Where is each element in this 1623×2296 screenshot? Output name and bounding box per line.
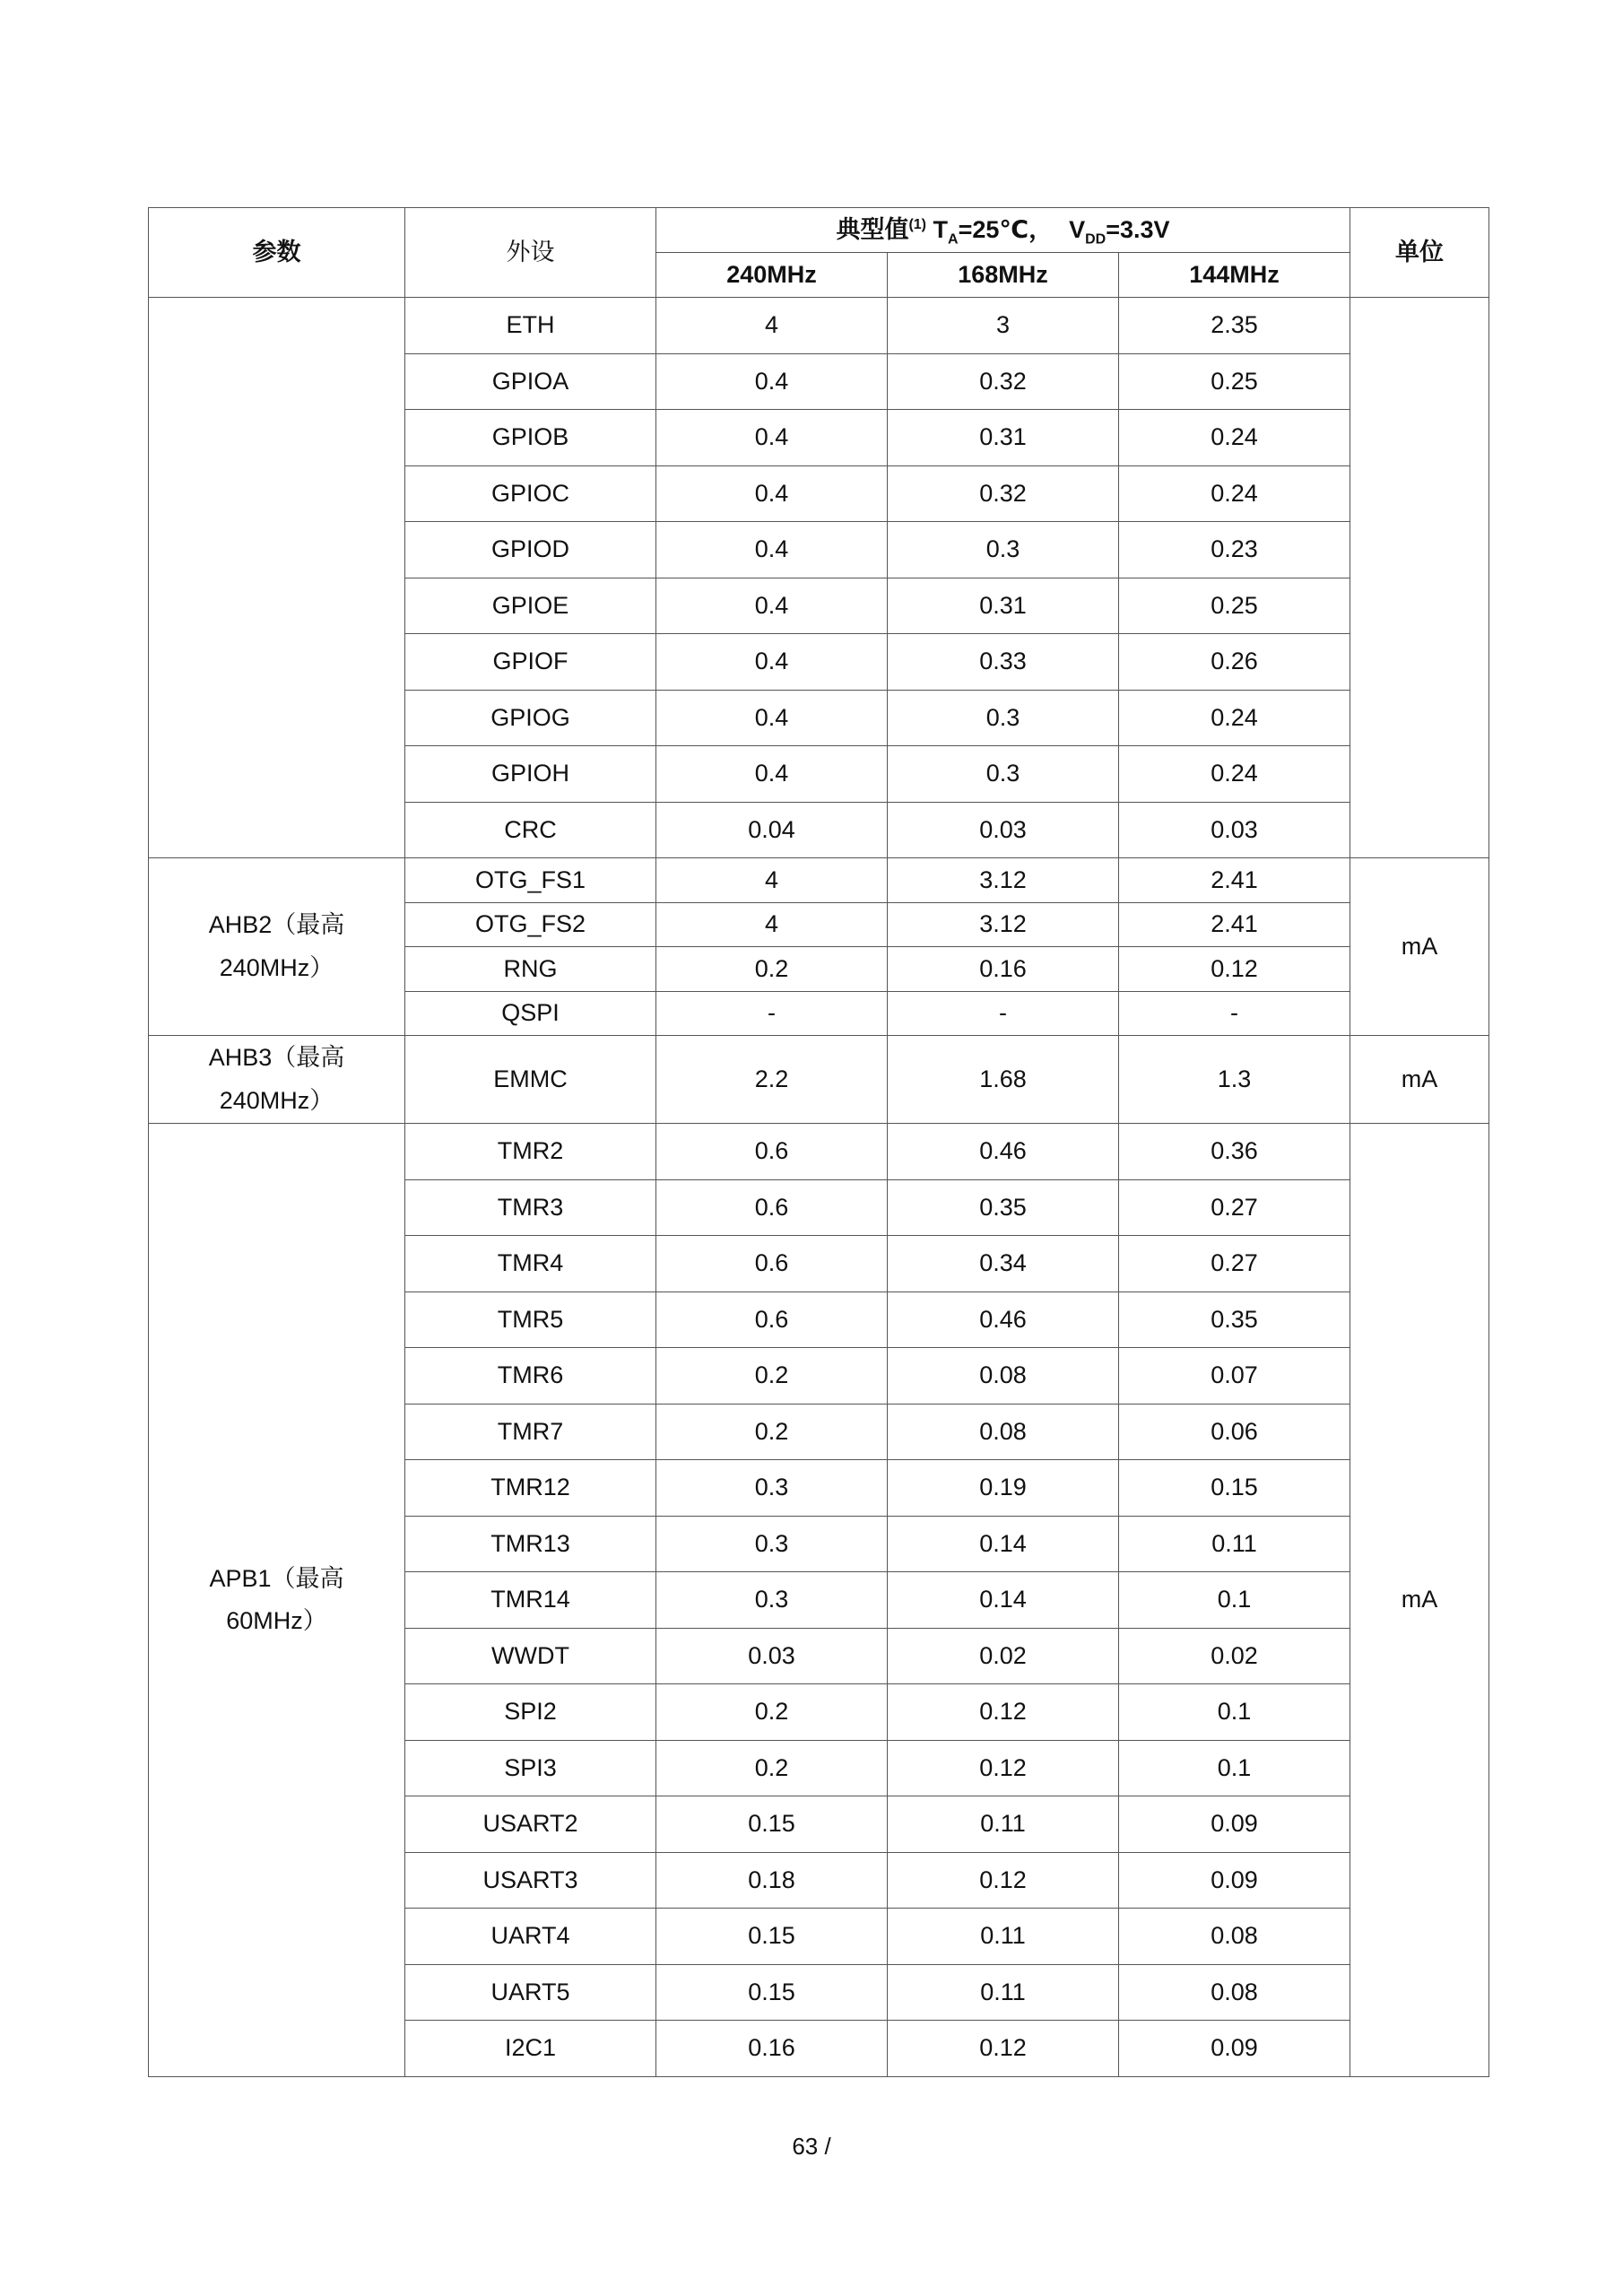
value-cell: 0.6 [656,1236,888,1292]
value-cell: 0.08 [888,1348,1119,1405]
value-cell: 0.4 [656,465,888,522]
table-row [149,1124,1489,1180]
value-cell: 2.41 [1119,858,1350,903]
header-peripheral: 外设 [405,208,656,298]
value-cell: 0.19 [888,1460,1119,1517]
value-cell: 0.18 [656,1852,888,1909]
peripheral-name: TMR4 [405,1236,656,1292]
value-cell: 0.1 [1119,1740,1350,1796]
value-cell: 0.06 [1119,1404,1350,1460]
value-cell: 0.11 [888,1909,1119,1965]
group-param-cell [149,298,405,858]
peripheral-name: GPIOH [405,746,656,803]
value-cell: 0.3 [888,522,1119,578]
value-cell: 0.35 [888,1179,1119,1236]
value-cell: 0.36 [1119,1124,1350,1180]
value-cell: 0.27 [1119,1236,1350,1292]
value-cell: 0.31 [888,578,1119,634]
value-cell: 0.25 [1119,578,1350,634]
value-cell: 0.35 [1119,1292,1350,1348]
value-cell: 4 [656,298,888,354]
group-unit-cell: mA [1350,858,1489,1036]
group-unit-cell: mA [1350,1036,1489,1124]
peripheral-name: GPIOB [405,410,656,466]
peripheral-name: GPIOG [405,690,656,746]
value-cell: 0.4 [656,746,888,803]
peripheral-name: GPIOE [405,578,656,634]
table-row [149,858,1489,903]
value-cell: 0.4 [656,353,888,410]
value-cell: 0.09 [1119,2021,1350,2077]
value-cell: 0.12 [888,1740,1119,1796]
group-param-cell [149,858,405,1036]
value-cell: 0.4 [656,634,888,691]
group-param-line2: 240MHz） [219,1086,334,1114]
group-param-line2: 240MHz） [219,953,334,981]
value-cell: 0.08 [1119,1964,1350,2021]
peripheral-name: RNG [405,947,656,992]
value-cell: 0.15 [656,1909,888,1965]
value-cell: 0.07 [1119,1348,1350,1405]
value-cell: 0.24 [1119,746,1350,803]
value-cell: 0.14 [888,1516,1119,1572]
header-unit: 单位 [1350,208,1489,298]
peripheral-name: UART5 [405,1964,656,2021]
table-row [149,298,1489,354]
value-cell: - [656,991,888,1036]
peripheral-name: WWDT [405,1628,656,1684]
value-cell: 0.2 [656,947,888,992]
value-cell: 0.23 [1119,522,1350,578]
header-freq-168: 168MHz [888,253,1119,298]
value-cell: 3.12 [888,902,1119,947]
value-cell: 0.3 [888,690,1119,746]
peripheral-name: OTG_FS2 [405,902,656,947]
value-cell: 0.6 [656,1124,888,1180]
peripheral-name: TMR3 [405,1179,656,1236]
value-cell: 0.15 [1119,1460,1350,1517]
peripheral-name: OTG_FS1 [405,858,656,903]
peripheral-current-table [148,207,1489,2077]
value-cell: 0.2 [656,1684,888,1741]
value-cell: 0.16 [656,2021,888,2077]
header-freq-144: 144MHz [1119,253,1350,298]
value-cell: 0.2 [656,1740,888,1796]
value-cell: 0.46 [888,1124,1119,1180]
value-cell: 0.12 [888,1684,1119,1741]
value-cell: 0.16 [888,947,1119,992]
value-cell: 0.27 [1119,1179,1350,1236]
peripheral-name: USART3 [405,1852,656,1909]
value-cell: 0.02 [1119,1628,1350,1684]
value-cell: 4 [656,858,888,903]
value-cell: 0.12 [888,1852,1119,1909]
peripheral-name: GPIOD [405,522,656,578]
table-row [149,1036,1489,1124]
peripheral-name: SPI2 [405,1684,656,1741]
typical-label: 典型值 [836,215,909,243]
value-cell: 0.31 [888,410,1119,466]
peripheral-name: TMR2 [405,1124,656,1180]
value-cell: 0.32 [888,465,1119,522]
group-unit-cell: mA [1350,1124,1489,2077]
peripheral-name: TMR14 [405,1572,656,1629]
peripheral-name: GPIOA [405,353,656,410]
value-cell: 1.3 [1119,1036,1350,1124]
group-param-line1: AHB3（最高 [208,1044,345,1072]
group-unit-cell [1350,298,1489,858]
value-cell: 0.4 [656,410,888,466]
value-cell: 1.68 [888,1036,1119,1124]
peripheral-name: TMR6 [405,1348,656,1405]
peripheral-name: ETH [405,298,656,354]
value-cell: 3 [888,298,1119,354]
value-cell: 0.14 [888,1572,1119,1629]
value-cell: - [1119,991,1350,1036]
group-param-line1: APB1（最高 [209,1564,344,1592]
value-cell: 0.11 [1119,1516,1350,1572]
value-cell: 0.6 [656,1179,888,1236]
table-body [149,298,1489,2077]
peripheral-name: TMR5 [405,1292,656,1348]
value-cell: 0.03 [888,802,1119,858]
value-cell: 0.33 [888,634,1119,691]
value-cell: 2.41 [1119,902,1350,947]
peripheral-name: TMR12 [405,1460,656,1517]
peripheral-name: GPIOF [405,634,656,691]
value-cell: 0.03 [1119,802,1350,858]
value-cell: 0.11 [888,1964,1119,2021]
peripheral-name: SPI3 [405,1740,656,1796]
value-cell: 0.3 [656,1516,888,1572]
peripheral-name: GPIOC [405,465,656,522]
typical-note: (1) [908,216,927,232]
header-param: 参数 [149,208,405,298]
value-cell: 0.02 [888,1628,1119,1684]
value-cell: - [888,991,1119,1036]
value-cell: 0.24 [1119,690,1350,746]
value-cell: 0.09 [1119,1796,1350,1853]
value-cell: 2.35 [1119,298,1350,354]
value-cell: 0.4 [656,690,888,746]
value-cell: 0.2 [656,1404,888,1460]
header-typical-conditions [656,208,1350,253]
peripheral-name: TMR13 [405,1516,656,1572]
value-cell: 0.2 [656,1348,888,1405]
value-cell: 0.34 [888,1236,1119,1292]
value-cell: 0.15 [656,1796,888,1853]
peripheral-name: TMR7 [405,1404,656,1460]
value-cell: 0.11 [888,1796,1119,1853]
value-cell: 3.12 [888,858,1119,903]
value-cell: 0.04 [656,802,888,858]
group-param-line2: 60MHz） [226,1606,327,1634]
value-cell: 0.25 [1119,353,1350,410]
value-cell: 4 [656,902,888,947]
peripheral-name: UART4 [405,1909,656,1965]
peripheral-name: I2C1 [405,2021,656,2077]
value-cell: 0.15 [656,1964,888,2021]
value-cell: 0.09 [1119,1852,1350,1909]
value-cell: 0.1 [1119,1684,1350,1741]
value-cell: 0.1 [1119,1572,1350,1629]
peripheral-name: CRC [405,802,656,858]
value-cell: 0.26 [1119,634,1350,691]
page-number: 63 / [792,2133,831,2160]
value-cell: 0.3 [888,746,1119,803]
group-param-cell [149,1036,405,1124]
value-cell: 0.3 [656,1572,888,1629]
value-cell: 0.12 [888,2021,1119,2077]
value-cell: 0.46 [888,1292,1119,1348]
header-freq-240: 240MHz [656,253,888,298]
value-cell: 0.03 [656,1628,888,1684]
value-cell: 0.3 [656,1460,888,1517]
value-cell: 0.6 [656,1292,888,1348]
group-param-line1: AHB2（最高 [208,911,345,939]
cond-ta: $T_A=25℃$， [933,215,1054,248]
peripheral-name: EMMC [405,1036,656,1124]
peripheral-name: QSPI [405,991,656,1036]
value-cell: 0.24 [1119,465,1350,522]
value-cell: 0.12 [1119,947,1350,992]
peripheral-name: USART2 [405,1796,656,1853]
value-cell: 0.24 [1119,410,1350,466]
value-cell: 0.4 [656,578,888,634]
group-param-cell [149,1124,405,2077]
value-cell: 2.2 [656,1036,888,1124]
cond-vdd: $V_{DD}=3.3V$ [1069,215,1170,248]
value-cell: 0.32 [888,353,1119,410]
value-cell: 0.4 [656,522,888,578]
value-cell: 0.08 [1119,1909,1350,1965]
value-cell: 0.08 [888,1404,1119,1460]
